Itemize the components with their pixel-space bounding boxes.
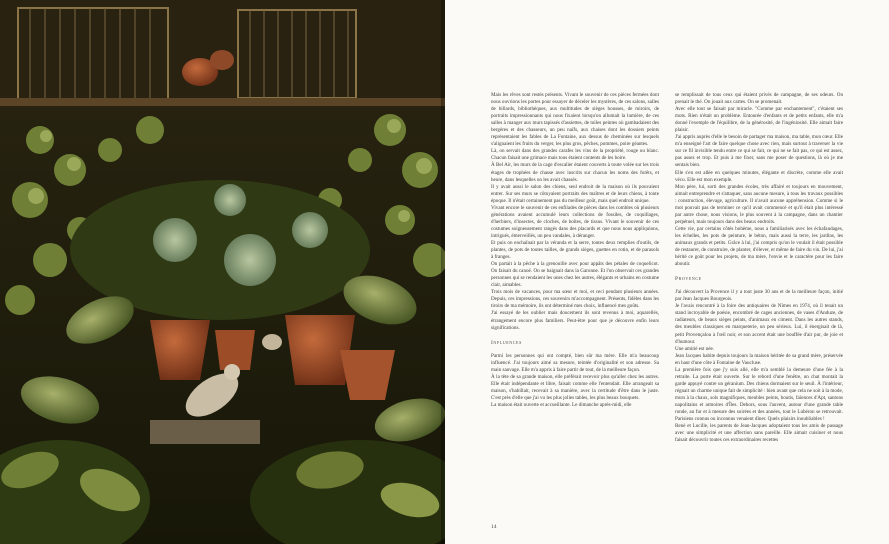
paragraph: Je l'avais rencontré à la foire des antiquaires de Nîmes en 1974, où il tenait un stand incroyable de poésie, encombré de cages anciennes, de vases d'Anduze, de radiateurs, de beaux sièges peints, d'animaux en ciment. Dans les autres stands, des meubles classiques en marqueterie, un peu sérieux. Lui, il énergisait de là, petit Provençalou à l'œil noir, et son accent était une bouffée d'air pur, de joie et d'humour.	[675, 303, 843, 345]
paragraph: Trois mois de vacances, pour ma sœur et moi, et ceci pendant plusieurs années. Depuis, ces impressions, ces souvenirs m'accompagnent. Présents, fidèles dans les tiroirs de ma mémoire, ils ont déterminé mes choix, influencé mes goûts.	[491, 289, 659, 310]
paragraph: Parmi les personnes qui ont compté, bien sûr ma mère. Elle m'a beaucoup influencé. J'ai toujours aimé sa mesure, teintée d'originalité et son adresse. Sa main sauvage. Elle m'a appris à faire partir de tout, de la meilleure façon.	[491, 352, 659, 373]
paragraph: René et Lucille, les parents de Jean-Jacques adoptaient tous les amis de passage avec une simplicité et une affection sans pareille. Elle aimait cuisiner et nous faisait découvrir toutes ces extraordinaires recettes	[675, 423, 843, 444]
paragraph: À la tête de sa grande maison, elle préférait recevoir plus qu'aller chez les autres. Elle était indépendante et libre, faisait comme elle l'entendait. Elle arrangeait sa maison, s'habillait, recevait à sa manière, avec la certitude d'être dans le juste. C'est près d'elle que j'ai vu les plus jolies tables, les plus beaux bouquets.	[491, 373, 659, 401]
text-page	[445, 0, 889, 544]
paragraph: À Bel Air, les murs de la cage d'escalier étaient couverts à toute volée sur les trois étages de trophées de chasse avec inscrits sur chacun les noms des forêts, et heure, dans lesquelles on les avait chassés.	[491, 162, 659, 183]
paragraph: Jean Jacques habite depuis toujours la maison héritée de sa grand mère, préservée en haut d'une côte à Fontaine de Vaucluse.	[675, 352, 843, 366]
paragraph: Elle s'en est allée en quelques minutes, élégante et discrète, comme elle avait vécu. Elle est mon exemple.	[675, 169, 843, 183]
text-column-left	[491, 92, 659, 409]
section-heading-provence: Provence	[675, 276, 702, 283]
stone-pedestal	[150, 420, 260, 444]
paragraph: La première fois que j'y suis allé, elle m'a semblé la demeure d'une fée à la retraite. La porte était ouverte. Sur le rebord d'une fenêtre, un chat montait la garde appuyé contre un géranium. Des chiens dormaient sur le seuil. À l'intérieur, régnait un charme unique fait de simplicité : bien avant que cela ne soit à la mode, murs à la chaux, sols magnifiques, meubles peints, boutis, faïences d'Apt, santons napolitains et armoires d'Îles. Dehors, sous l'auvent, autour d'une grande table ronde, au fur et à mesure des soirées et des années, tout le Lubéron se retrouvait. Parisiens connus ou inconnus venaient dîner. Quels plaisirs inoubliables !	[675, 366, 843, 423]
paragraph: J'ai appris auprès d'elle le besoin de partager ma maison, ma table, mon cœur. Elle m'a enseigné l'art de faire quelque chose avec rien, mais surtout à traverser la vie sur ce fil invisible tendu entre ce qui se fait, ce qui ne se fait pas, ce qui est assez, pas assez et trop. Et puis à me fixer, sans me poser de questions, là où je me sentais bien.	[675, 134, 843, 169]
paragraph: Là, on servait dans des grandes carafes les vins de la propriété, rouge ou blanc. Chacun faisait une grimace mais tous étaient contents de les boire.	[491, 148, 659, 162]
page-number: 14	[491, 524, 497, 530]
paragraph: Il y avait aussi le salon des chiens, seul endroit de la maison où ils pouvaient entrer. Sur ses murs se côtoyaient portraits des maîtres et de leurs chiens, à toute époque. Il n'était certainement pas du meilleur goût, mais quel endroit unique.	[491, 183, 659, 204]
paragraph: Et puis on enchaînait par la véranda et la serre, toutes deux remplies d'outils, de plantes, de pots de toutes tailles, de grands sièges, guettes en rotin, et de parasols à franges.	[491, 239, 659, 261]
paragraph: On partait à la pêche à la grenouille avec pour appâts des pétales de coquelicot. On faisait du canoë. On se baignait dans la Garonne. Et l'on observait ces grandes personnes qui se rendaient les unes chez les autres, élégants et urbains en costume clair, aimables.	[491, 261, 659, 289]
shelf-pot-small	[210, 50, 234, 70]
section-heading-influences: Influences	[491, 339, 522, 346]
shelf-board	[0, 98, 445, 106]
paragraph: Avec elle tout se faisait par miracle. "Comme par enchantement", c'étaient ses mots. Rien n'était un problème. Entourée d'enfants et de petits enfants, elle m'a donné l'exemple de l'équilibre, de la générosité, de l'ingéniosité. Elle aimait faire plaisir.	[675, 106, 843, 134]
paragraph: Une amitié est née.	[675, 345, 715, 352]
paragraph: Vivant encore le souvenir de ces enfilades de pièces dans les combles où plusieurs générations avaient accumulé leurs collections de fossiles, de coquillages, d'herbiers, d'insectes, de cloches, de boîtes, de tissus. Vivant le souvenir de ces costumes soigneusement rangés dans des placards et que nous nous appliquions, intrigués, émerveillés, un peu vandales, à déranger.	[491, 204, 659, 239]
paragraph: Cette vie, par certains côtés bohème, nous a familiarisés avec les échafaudages, les échelles, les pots de peinture, le béton, mais aussi la terre, les jardins, les animaux grands et petits. Grâce à lui, j'ai compris qu'on le voulait il était possible de restaurer, de construire, de planter, d'élever, et même de faire du vin. De lui, j'ai hérité ce goût pour les projets, de ma mère, l'envie et le caractère pour les faire aboutir.	[675, 225, 843, 268]
paragraph: Mon père, lui, sorti des grandes écoles, très affairé et toujours en mouvement, aimait entreprendre et s'attaquer, sans aucune mesure, à tous les travaux possibles : construction, élevage, agriculture. Il n'avait aucune appréhension. Comme si le mot pouvait pas de terminer ce qu'il avait commencé et qu'il était plus intéressé par autre chose, nous visions, le plus souvent à la campagne, dans un chantier perpétuel, mais toujours dans des beaux endroits.	[675, 183, 843, 225]
paragraph: J'ai essayé de les oublier mais doucement ils sont revenus à moi, aquarellés, étrangement encore plus familiers. Peut-être pour que je découvre enfin leurs significations.	[491, 310, 659, 331]
text-column-right	[675, 92, 843, 444]
paragraph: se remplissait de tous ceux qui étaient privés de campagne, de ses odeurs. On prenait le thé. On jouait aux cartes. On se promenait.	[675, 92, 843, 106]
paragraph: La maison était ouverte et accueillante. Le dimanche après-midi, elle	[491, 401, 632, 408]
paragraph: Mais les rêves sont restés présents. Vivant le souvenir de ces pièces fermées dont nous ouvrions les portes pour essayer de déceler les mystères, de ces salons, salles de billards, bibliothèques, aux multitudes de sièges housses, de miroirs, de portraits impressionnants qui nous fixaient lorsqu'on allumait la lumière, de ces salles à manger aux murs tapissés d'assiettes, de toiles peintes où gambadaient des bergères et des chasseurs, un peu naïfs, aux chaises dont les dossiers peints représentaient les fables de La Fontaine, aux dessus de cheminées sur lesquels s'alignaient les fruits du verger, les plus gros, pêches, pommes, poire géantes.	[491, 92, 659, 148]
paragraph: J'ai découvert la Provence il y a tout juste 30 ans et de la meilleure façon, initié par Jean Jacques Bourgeois.	[675, 289, 843, 303]
